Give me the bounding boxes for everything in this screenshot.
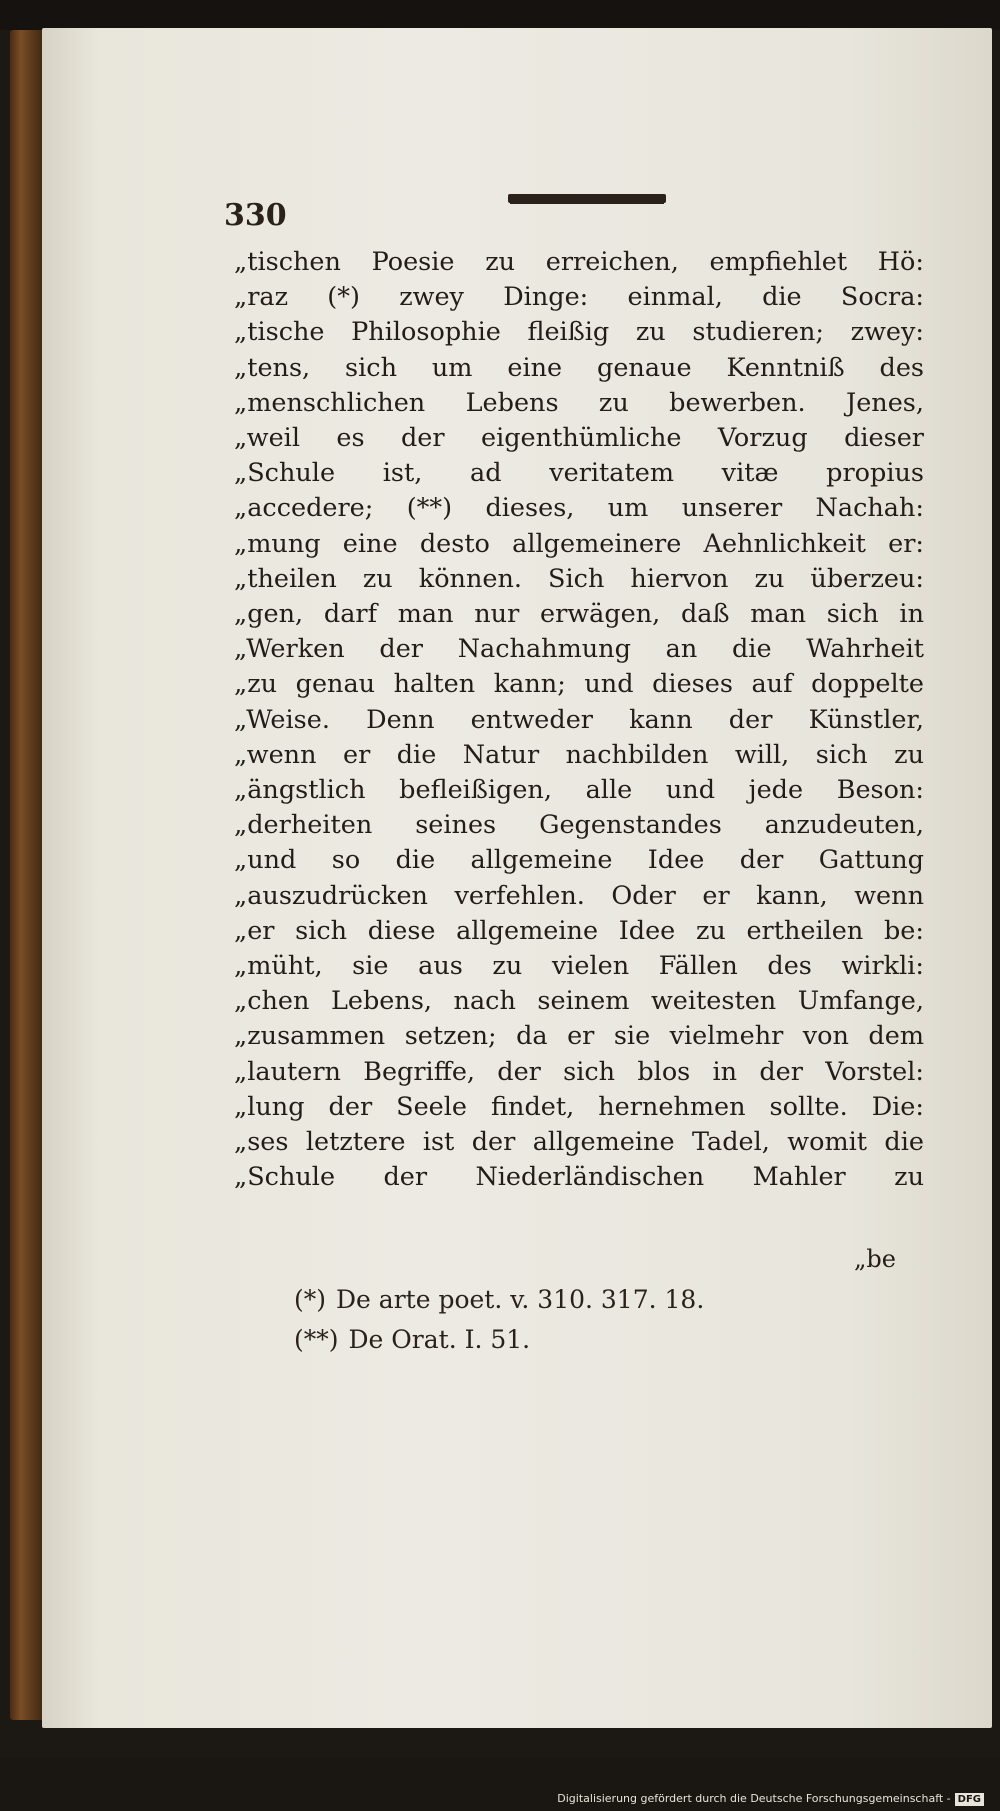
text-line: „ängstlich befleißigen, alle und jede Beson: bbox=[234, 775, 924, 806]
text-line: „lautern Begriffe, der sich blos in der Vorstel: bbox=[234, 1056, 924, 1087]
body-text bbox=[234, 245, 924, 1195]
text-line: „chen Lebens, nach seinem weitesten Umfange, bbox=[234, 986, 924, 1017]
credit-text: Digitalisierung gefördert durch die Deutsche Forschungsgemeinschaft - bbox=[557, 1792, 951, 1805]
dfg-logo: DFG bbox=[955, 1793, 984, 1806]
footnote-marker: (**) bbox=[294, 1325, 339, 1354]
text-line: „menschlichen Lebens zu bewerben. Jenes, bbox=[234, 387, 924, 418]
text-line: „tischen Poesie zu erreichen, empfiehlet Hö: bbox=[234, 247, 924, 277]
scan-top-edge bbox=[0, 0, 1000, 30]
text-line: „wenn er die Natur nachbilden will, sich zu bbox=[234, 739, 924, 770]
text-line: „er sich diese allgemeine Idee zu ertheilen be: bbox=[234, 915, 924, 946]
text-line: „tische Philosophie fleißig zu studieren; zwey: bbox=[234, 317, 924, 348]
text-line: „Weise. Denn entweder kann der Künstler, bbox=[234, 704, 924, 735]
footnote-marker: (*) bbox=[294, 1285, 327, 1314]
footnote bbox=[294, 1280, 704, 1320]
catchword: „be bbox=[854, 1245, 896, 1273]
footnote bbox=[294, 1320, 704, 1360]
footnotes bbox=[294, 1280, 704, 1360]
text-line: „ses letztere ist der allgemeine Tadel, womit die bbox=[234, 1127, 924, 1158]
text-line: „raz (*) zwey Dinge: einmal, die Socra: bbox=[234, 282, 924, 313]
page-number: 330 bbox=[224, 198, 287, 233]
text-line: „müht, sie aus zu vielen Fällen des wirkli: bbox=[234, 951, 924, 982]
text-line: „derheiten seines Gegenstandes anzudeuten, bbox=[234, 810, 924, 841]
text-line: „zusammen setzen; da er sie vielmehr von dem bbox=[234, 1021, 924, 1052]
digitization-credit bbox=[557, 1792, 984, 1806]
book-spine bbox=[10, 30, 46, 1720]
text-line: „accedere; (**) dieses, um unserer Nachah: bbox=[234, 493, 924, 524]
text-line: „gen, darf man nur erwägen, daß man sich in bbox=[234, 599, 924, 630]
text-line: „mung eine desto allgemeinere Aehnlichkeit er: bbox=[234, 528, 924, 559]
text-line: „tens, sich um eine genaue Kenntniß des bbox=[234, 352, 924, 383]
text-line: „Schule ist, ad veritatem vitæ propius bbox=[234, 458, 924, 489]
text-line: „weil es der eigenthümliche Vorzug dieser bbox=[234, 423, 924, 454]
text-line: „lung der Seele findet, hernehmen sollte. Die: bbox=[234, 1091, 924, 1122]
header-ornament-rule bbox=[508, 194, 666, 203]
text-line: „auszudrücken verfehlen. Oder er kann, wenn bbox=[234, 880, 924, 911]
text-line: „und so die allgemeine Idee der Gattung bbox=[234, 845, 924, 876]
footnote-text: De Orat. I. 51. bbox=[348, 1325, 531, 1354]
text-line: „Werken der Nachahmung an die Wahrheit bbox=[234, 634, 924, 665]
text-line: „zu genau halten kann; und dieses auf doppelte bbox=[234, 669, 924, 700]
text-line: „theilen zu können. Sich hiervon zu überzeu: bbox=[234, 563, 924, 594]
text-line: „Schule der Niederländischen Mahler zu bbox=[234, 1162, 924, 1193]
footnote-text: De arte poet. v. 310. 317. 18. bbox=[336, 1285, 705, 1314]
